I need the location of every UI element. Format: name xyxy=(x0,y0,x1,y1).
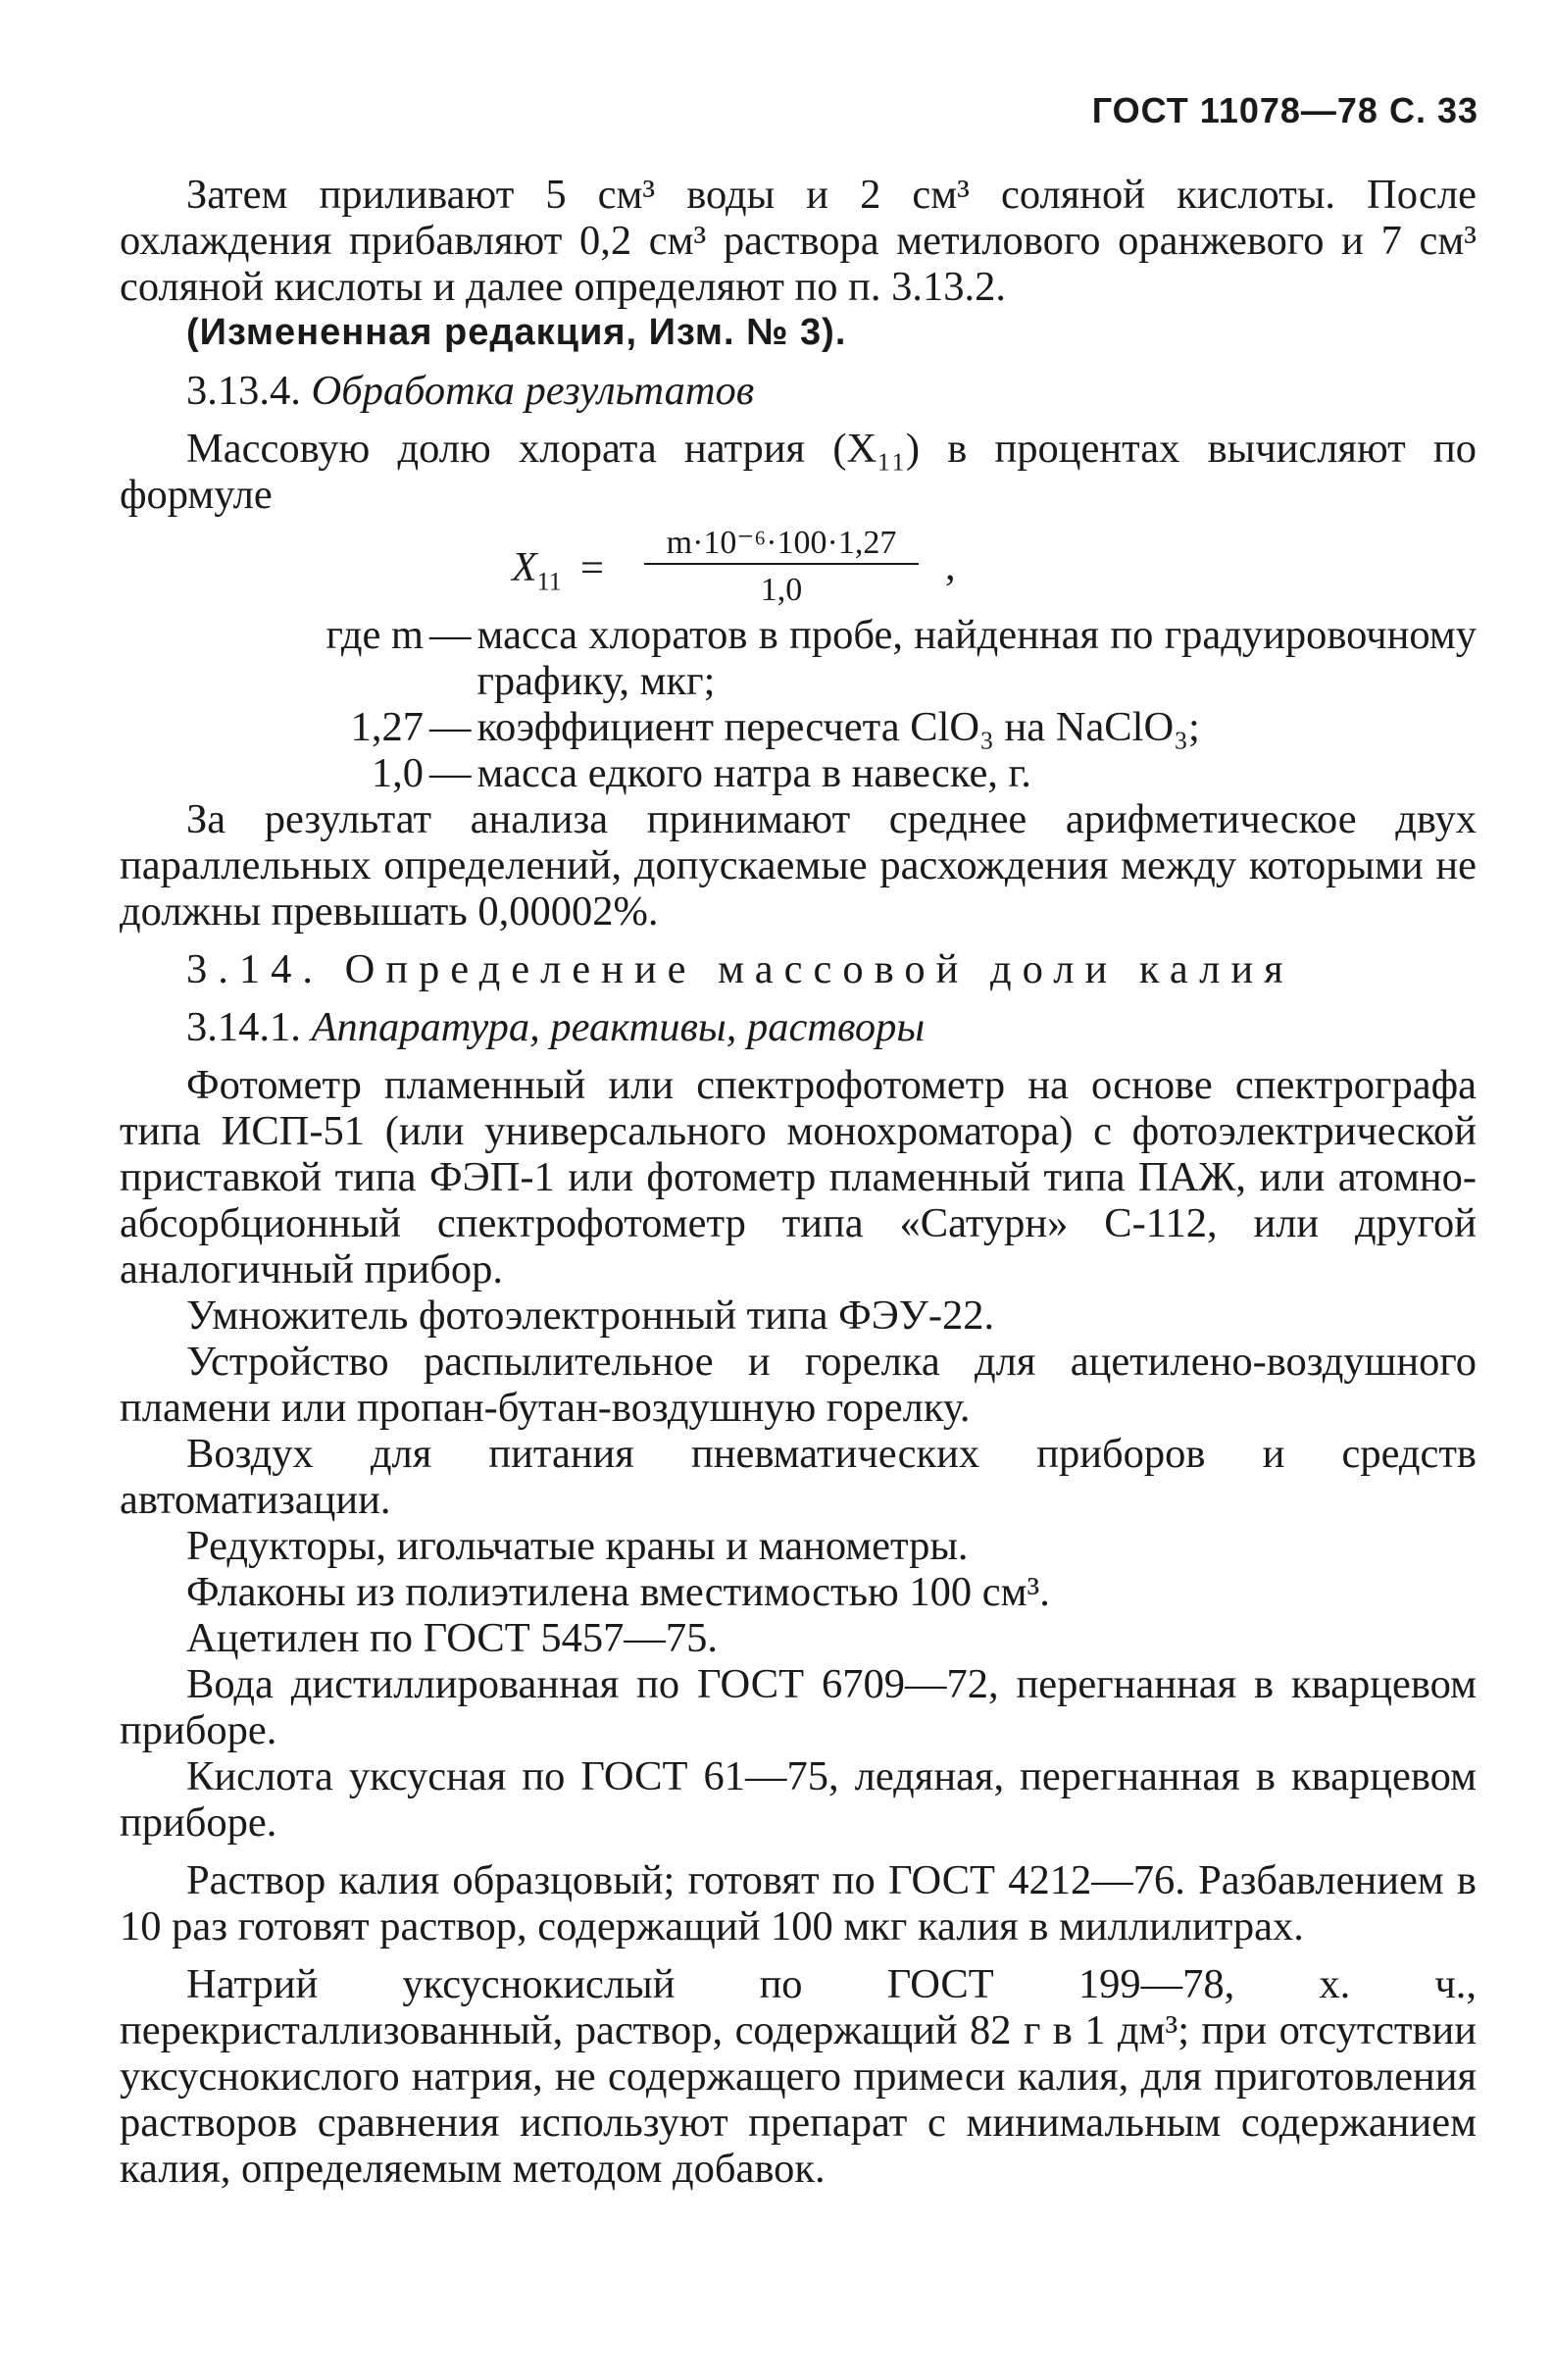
formula-denominator: 1,0 xyxy=(760,572,803,608)
paragraph: Воздух для питания пневматических приборов и средств автоматизации. xyxy=(120,1431,1477,1523)
paragraph: Флаконы из полиэтилена вместимостью 100 см³. xyxy=(186,1569,1050,1615)
paragraph: Умножитель фотоэлектронный типа ФЭУ-22. xyxy=(186,1292,995,1339)
paragraph: Натрий уксуснокислый по ГОСТ 199—78, х. ч., перекристаллизованный, раствор, содержащий 82 г в 1 дм³; при отсутствии уксуснокислого натрия, не содержащего примеси калия, для приготовления растворов сравнения используют препарат с минимальным содержанием калия, определяемым методом добавок. xyxy=(120,1961,1477,2192)
legend-text: масса едкого натра в навеске, г. xyxy=(476,750,1031,796)
section-heading-3-14: 3.14. Определение массовой доли калия xyxy=(186,946,1294,992)
legend-dash: — xyxy=(429,750,472,796)
section-title: Обработка результатов xyxy=(311,368,755,414)
legend-row xyxy=(120,612,1477,704)
paragraph: Вода дистиллированная по ГОСТ 6709—72, перегнанная в кварцевом приборе. xyxy=(120,1661,1477,1753)
legend-dash: — xyxy=(429,704,472,750)
paragraph: Ацетилен по ГОСТ 5457—75. xyxy=(186,1615,718,1661)
paragraph: Устройство распылительное и горелка для ацетилено-воздушного пламени или пропан-бутан-воздушную горелку. xyxy=(120,1339,1477,1431)
legend-key: 1,27 xyxy=(350,704,424,750)
section-title: Аппаратура, реактивы, растворы xyxy=(311,1004,926,1050)
formula-comma: , xyxy=(945,543,956,589)
paragraph: Фотометр пламенный или спектрофотометр на основе спектрографа типа ИСП-51 (или универсального монохроматора) с фотоэлектрической приставкой типа ФЭП-1 или фотометр пламенный типа ПАЖ, или атомно-абсорбционный спектрофотометр типа «Сатурн» С-112, или другой аналогичный прибор. xyxy=(120,1062,1477,1292)
legend-row xyxy=(120,704,1477,750)
formula-numerator: m·10⁻⁶·100·1,27 xyxy=(666,525,897,561)
paragraph: Массовую долю хлората натрия (X₁₁) в процентах вычисляют по формуле xyxy=(120,426,1477,518)
paragraph: За результат анализа принимают среднее арифметическое двух параллельных определений, допускаемые расхождения между которыми не должны превышать 0,00002%. xyxy=(120,796,1477,935)
legend-text: коэффициент пересчета ClO₃ на NaClO₃; xyxy=(476,704,1200,750)
page-content xyxy=(120,172,1477,2192)
legend-row xyxy=(120,750,1477,796)
amendment-note: (Измененная редакция, Изм. № 3). xyxy=(186,312,847,353)
legend-key: 1,0 xyxy=(371,750,424,796)
formula-equals: = xyxy=(580,545,604,591)
paragraph: Раствор калия образцовый; готовят по ГОСТ 4212—76. Разбавлением в 10 раз готовят раствор, содержащий 100 мкг калия в миллилитрах. xyxy=(120,1857,1477,1950)
fraction-bar xyxy=(644,563,919,565)
legend-dash: — xyxy=(429,612,472,658)
legend-key: где m xyxy=(326,612,424,658)
section-heading-3-14-1 xyxy=(120,1004,1477,1050)
formula-lhs: $X_{11}$ xyxy=(512,545,562,596)
variable-legend xyxy=(120,612,1477,796)
legend-text: масса хлоратов в пробе, найденная по градуировочному графику, мкг; xyxy=(476,612,1477,704)
section-number: 3.14.1. xyxy=(186,1004,301,1050)
paragraph: Кислота уксусная по ГОСТ 61—75, ледяная, перегнанная в кварцевом приборе. xyxy=(120,1753,1477,1846)
paragraph: Редукторы, игольчатые краны и манометры. xyxy=(186,1523,969,1569)
formula xyxy=(120,526,1477,606)
section-heading-3-13-4 xyxy=(120,368,1477,414)
section-number: 3.13.4. xyxy=(186,368,301,414)
paragraph: Затем приливают 5 см³ воды и 2 см³ соляной кислоты. После охлаждения прибавляют 0,2 см³ раствора метилового оранжевого и 7 см³ соляной кислоты и далее определяют по п. 3.13.2. xyxy=(120,172,1477,310)
page-header: ГОСТ 11078—78 С. 33 xyxy=(1091,90,1478,130)
